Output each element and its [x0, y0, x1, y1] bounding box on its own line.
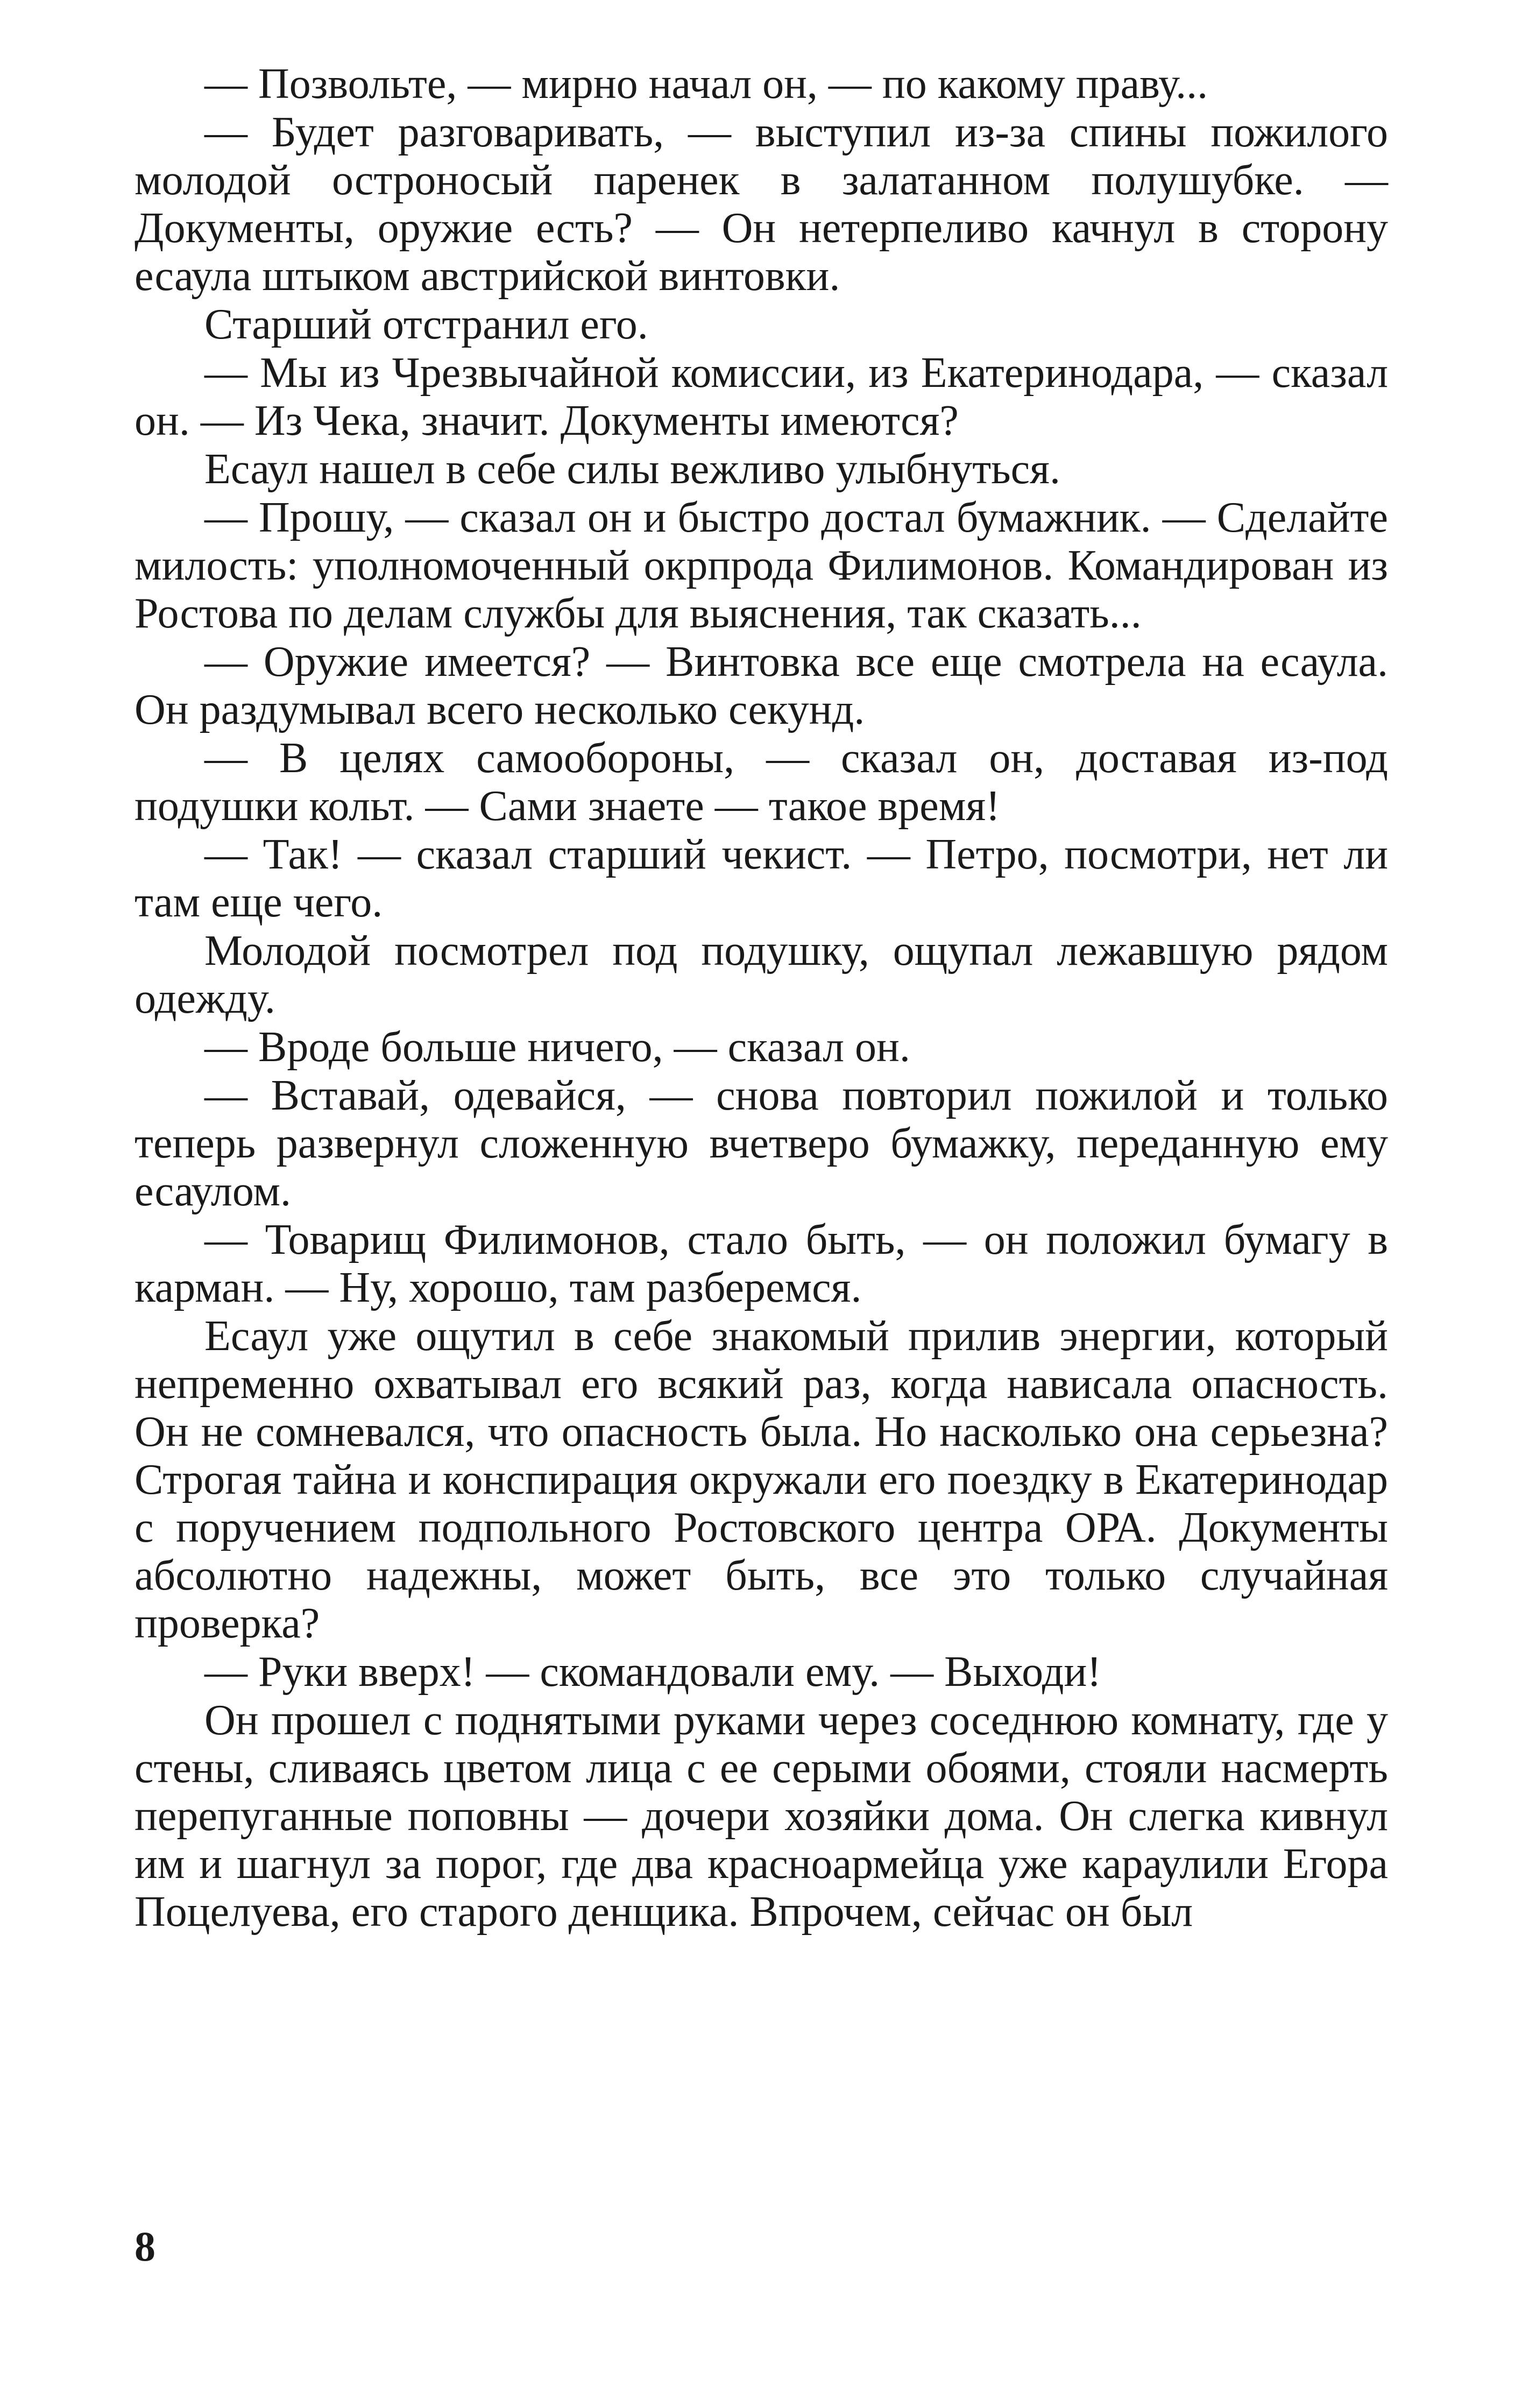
- body-text: [134, 60, 1388, 1937]
- paragraph: Молодой посмотрел под подушку, ощупал лежавшую рядом одежду.: [134, 927, 1388, 1022]
- paragraph: Есаул уже ощутил в себе знакомый прилив энергии, который непременно охватывал его всякий раз, когда нависала опасность. Он не сомневался, что опасность была. Но насколько она серьезна? Строгая тайна и конспирация окружали его поездку в Екатеринодар с поручением подпольного Ростовского центра ОРА. Документы абсолютно надежны, может быть, все это только случайная проверка?: [134, 1312, 1388, 1647]
- paragraph: Он прошел с поднятыми руками через соседнюю комнату, где у стены, сливаясь цветом лица с ее серыми обоями, стояли насмерть перепуганные поповны — дочери хозяйки дома. Он слегка кивнул им и шагнул за порог, где два красноармейца уже караулили Егора Поцелуева, его старого денщика. Впрочем, сейчас он был: [134, 1697, 1388, 1936]
- paragraph: — Вставай, одевайся, — снова повторил пожилой и только теперь развернул сложенную вчетверо бумажку, переданную ему есаулом.: [134, 1072, 1388, 1215]
- paragraph: — Так! — сказал старший чекист. — Петро, посмотри, нет ли там еще чего.: [134, 831, 1388, 926]
- paragraph: — Руки вверх! — скомандовали ему. — Выходи!: [204, 1648, 1101, 1696]
- paragraph: Старший отстранил его.: [204, 301, 648, 348]
- paragraph: — Товарищ Филимонов, стало быть, — он положил бумагу в карман. — Ну, хорошо, там разберемся.: [134, 1216, 1388, 1311]
- paragraph: — В целях самообороны, — сказал он, доставая из-под подушки кольт. — Сами знаете — такое время!: [134, 735, 1388, 830]
- paragraph: — Позвольте, — мирно начал он, — по какому праву...: [204, 60, 1208, 108]
- paragraph: — Вроде больше ничего, — сказал он.: [204, 1023, 910, 1071]
- paragraph: — Прошу, — сказал он и быстро достал бумажник. — Сделайте милость: уполномоченный окрпрода Филимонов. Командирован из Ростова по делам службы для выяснения, так сказать...: [134, 494, 1388, 637]
- paragraph: — Оружие имеется? — Винтовка все еще смотрела на есаула. Он раздумывал всего несколько секунд.: [134, 638, 1388, 733]
- paragraph: — Мы из Чрезвычайной комиссии, из Екатеринодара, — сказал он. — Из Чека, значит. Документы имеются?: [134, 349, 1388, 444]
- paragraph: — Будет разговаривать, — выступил из-за спины пожилого молодой остроносый паренек в залатанном полушубке. — Документы, оружие есть? — Он нетерпеливо качнул в сторону есаула штыком австрийской винтовки.: [134, 109, 1388, 300]
- page-number: 8: [134, 2223, 155, 2270]
- paragraph: Есаул нашел в себе силы вежливо улыбнуться.: [204, 446, 1060, 493]
